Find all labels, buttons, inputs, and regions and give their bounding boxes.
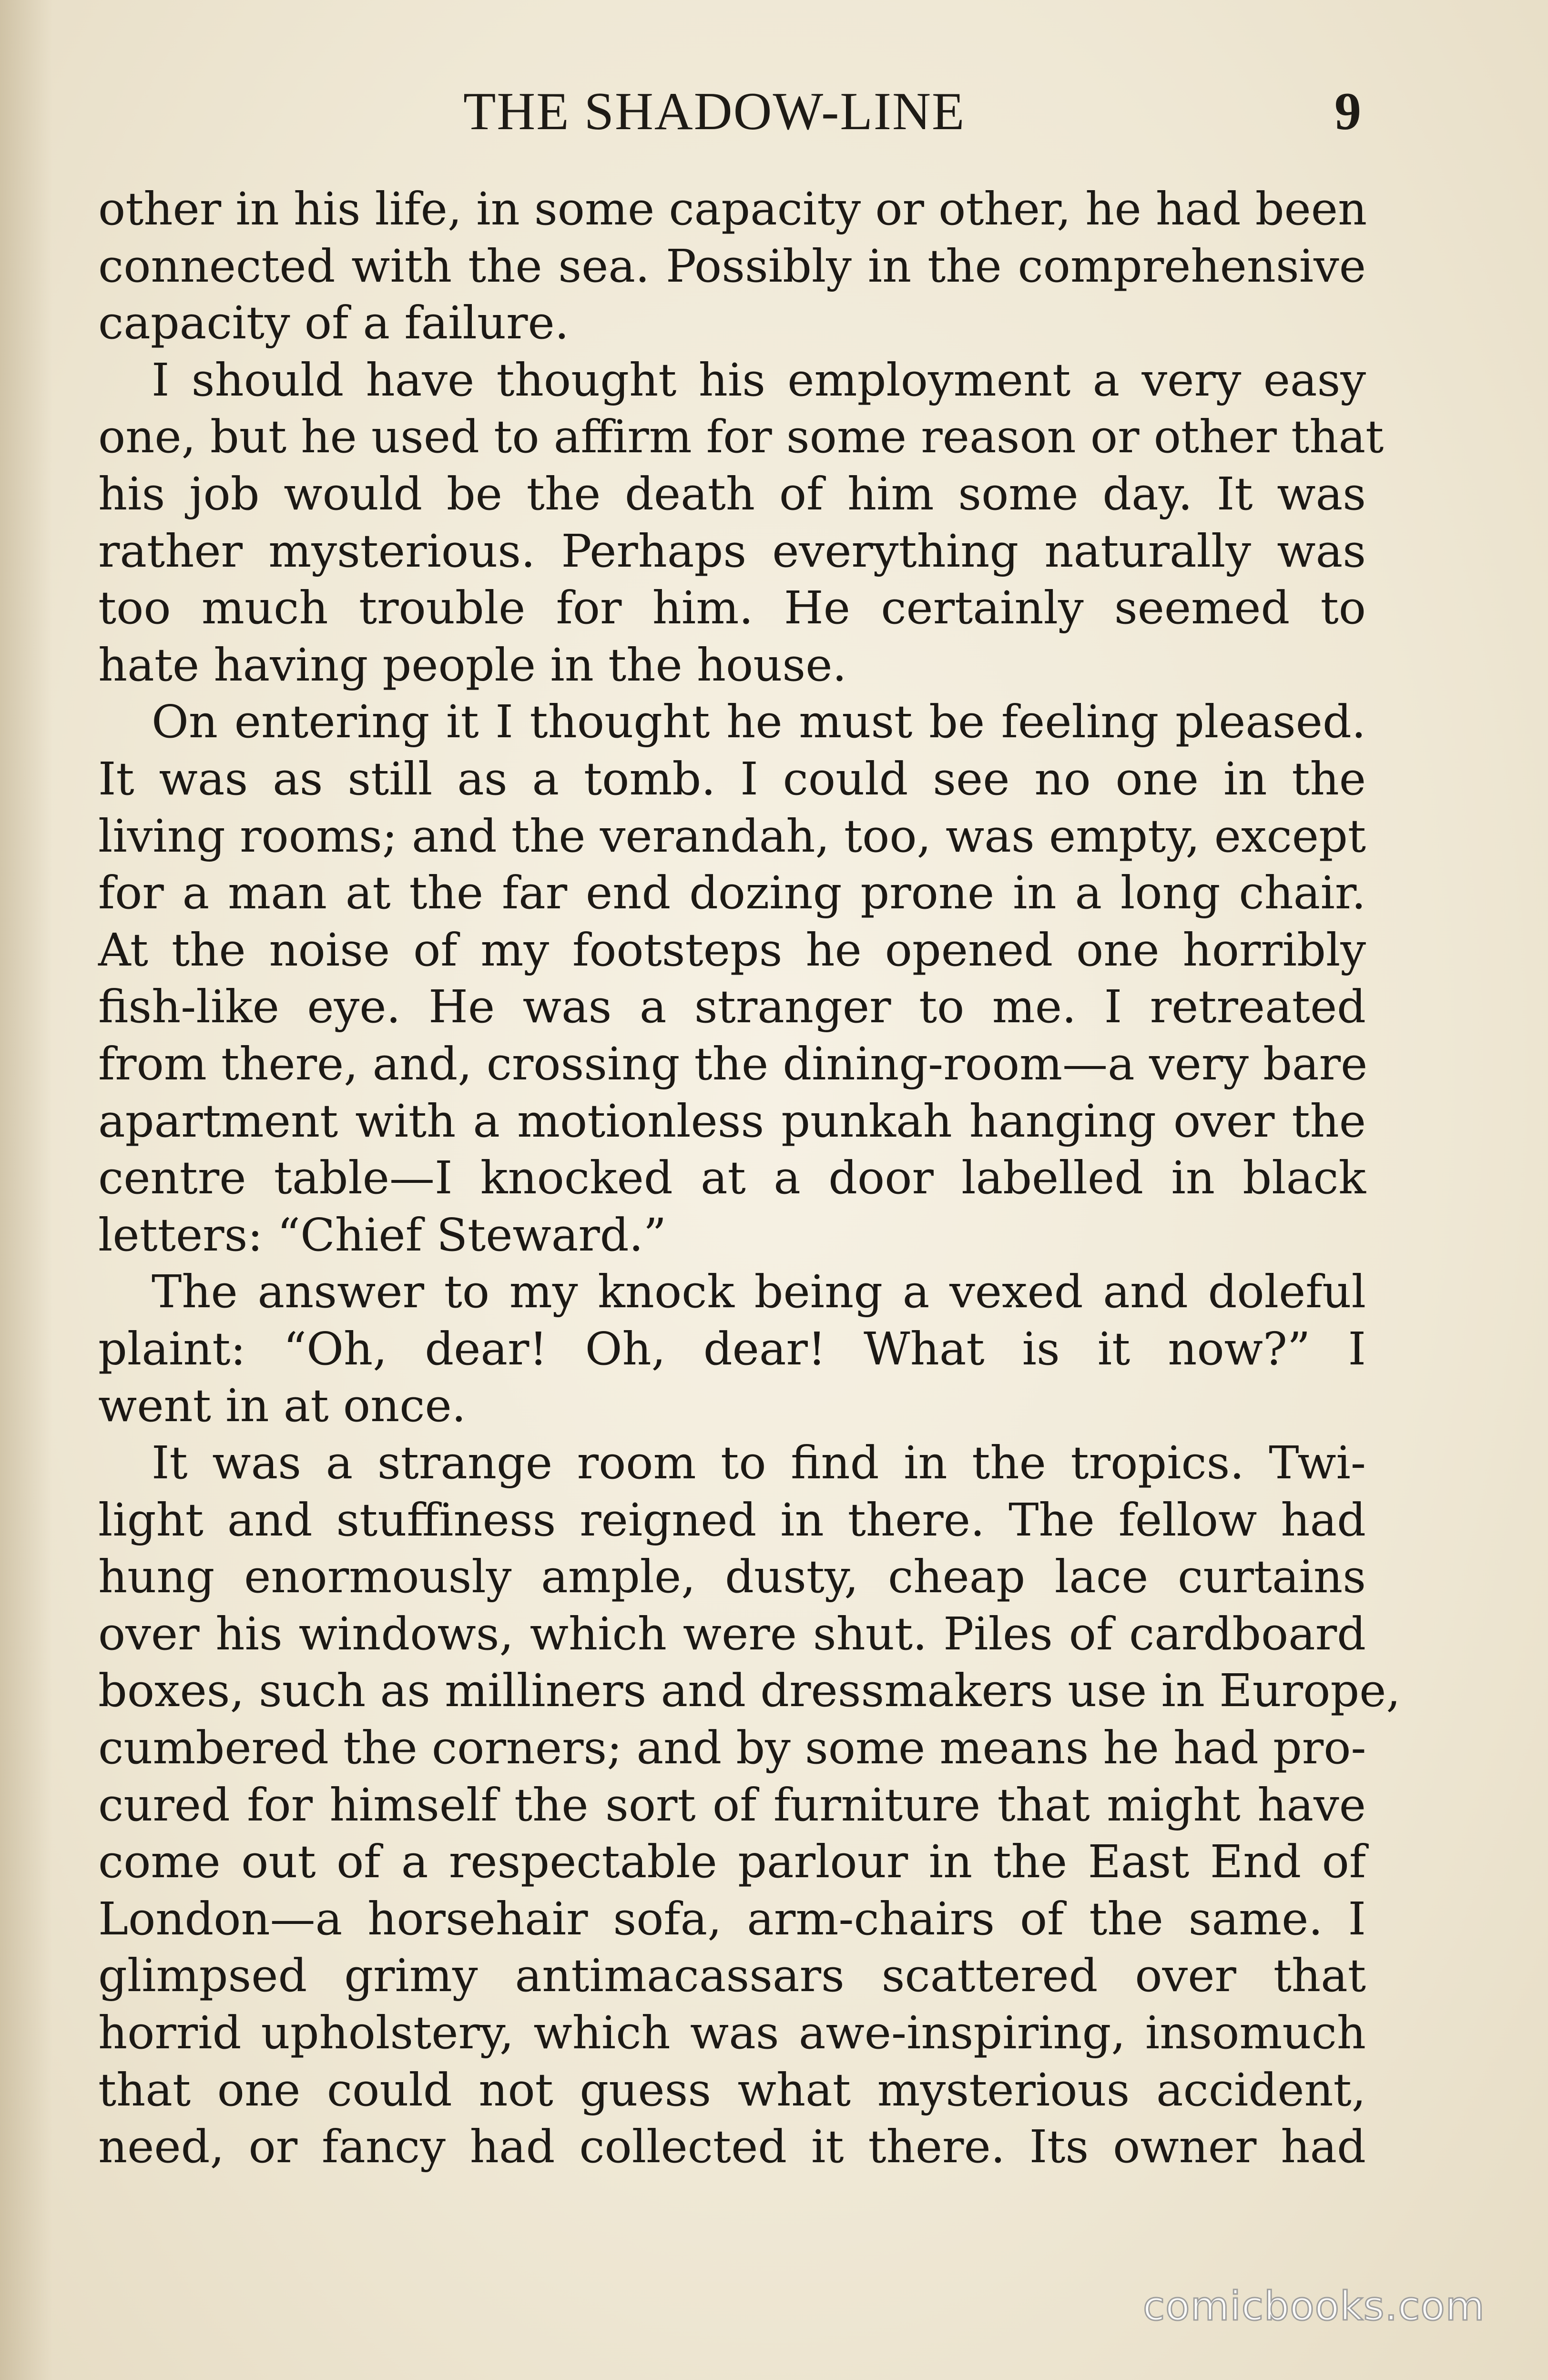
running-title: THE SHADOW-LINE <box>463 82 966 141</box>
text-line: It was as still as a tomb. I could see no one in the <box>98 753 1366 805</box>
text-line: boxes, such as milliners and dressmakers use in Europe, <box>98 1665 1401 1718</box>
text-line: London—a horsehair sofa, arm-chairs of the same. I <box>98 1892 1366 1945</box>
text-line: hung enormously ample, dusty, cheap lace curtains <box>98 1551 1366 1604</box>
text-line: I should have thought his employment a very easy <box>152 354 1366 407</box>
text-line: cumbered the corners; and by some means he had pro- <box>98 1722 1366 1775</box>
text-line: At the noise of my footsteps he opened one horribly <box>98 924 1366 976</box>
paragraph <box>98 352 1384 694</box>
text-line: centre table—I knocked at a door labelled in black <box>98 1152 1366 1205</box>
body-text <box>98 181 1401 2176</box>
text-line: other in his life, in some capacity or other, he had been <box>98 183 1367 235</box>
watermark: comicbooks.com <box>1143 2283 1485 2329</box>
spine-shadow <box>0 0 52 2380</box>
paragraph <box>98 1435 1401 2176</box>
paragraph <box>98 694 1366 1264</box>
text-line: horrid upholstery, which was awe-inspiring, insomuch <box>98 2007 1366 2059</box>
text-line: need, or fancy had collected it there. Its owner had <box>98 2121 1366 2174</box>
text-line: cured for himself the sort of furniture that might have <box>98 1779 1366 1831</box>
paragraph <box>98 181 1366 352</box>
text-line: his job would be the death of him some day. It was <box>98 468 1366 520</box>
text-line: plaint: “Oh, dear! Oh, dear! What is it now?” I <box>98 1322 1366 1375</box>
text-line: come out of a respectable parlour in the East End of <box>98 1836 1366 1889</box>
text-line: capacity of a failure. <box>98 297 569 350</box>
text-line: apartment with a motionless punkah hanging over the <box>98 1095 1366 1148</box>
text-line: for a man at the far end dozing prone in a long chair. <box>98 867 1366 920</box>
text-line: living rooms; and the verandah, too, was empty, except <box>98 810 1366 863</box>
text-line: from there, and, crossing the dining-room—a very bare <box>98 1037 1368 1090</box>
text-line: fish-like eye. He was a stranger to me. I retreated <box>98 981 1366 1034</box>
text-line: over his windows, which were shut. Piles of cardboard <box>98 1607 1366 1660</box>
text-line: one, but he used to affirm for some reason or other that <box>98 411 1384 464</box>
paragraph <box>98 1264 1366 1435</box>
text-line: connected with the sea. Possibly in the comprehensive <box>98 240 1366 293</box>
text-line: hate having people in the house. <box>98 639 847 692</box>
text-line: rather mysterious. Perhaps everything naturally was <box>98 525 1366 578</box>
text-line: On entering it I thought he must be feeling pleased. <box>152 696 1366 749</box>
page-number: 9 <box>1334 82 1361 141</box>
text-line: that one could not guess what mysterious accident, <box>98 2064 1366 2116</box>
running-head <box>0 81 1548 148</box>
text-line: glimpsed grimy antimacassars scattered over that <box>98 1950 1366 2003</box>
text-line: light and stuffiness reigned in there. The fellow had <box>98 1494 1366 1546</box>
text-line: too much trouble for him. He certainly seemed to <box>98 582 1366 635</box>
text-line: letters: “Chief Steward.” <box>98 1209 667 1261</box>
text-line: It was a strange room to find in the tropics. Twi- <box>152 1437 1366 1490</box>
text-line: went in at once. <box>98 1380 466 1433</box>
text-line: The answer to my knock being a vexed and doleful <box>152 1266 1366 1319</box>
